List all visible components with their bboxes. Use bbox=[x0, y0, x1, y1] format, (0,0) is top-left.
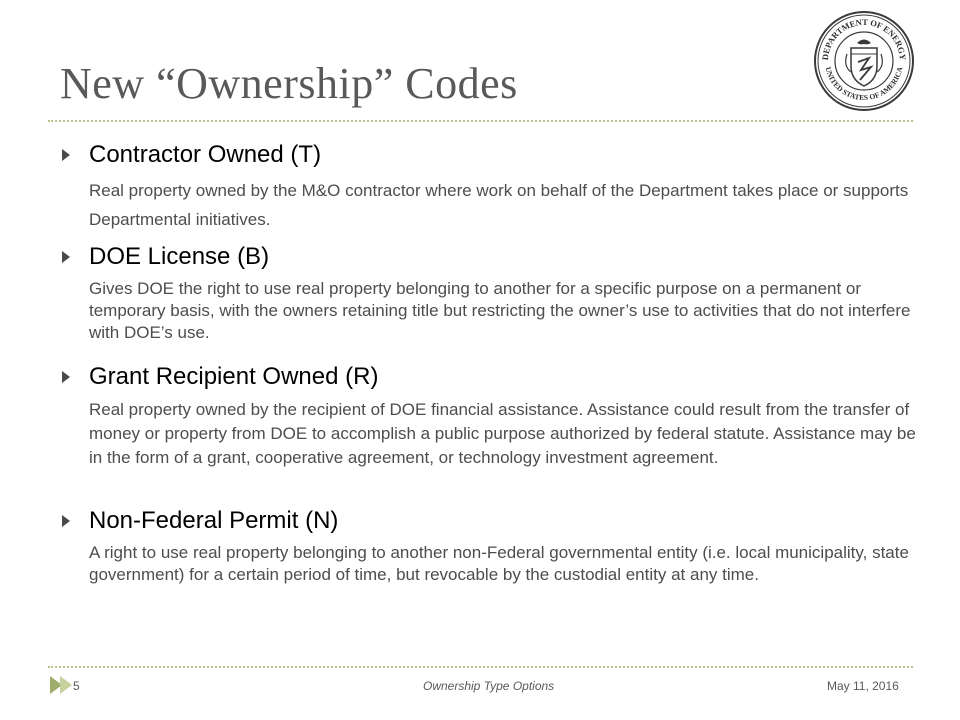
slide-title: New “Ownership” Codes bbox=[60, 59, 518, 108]
bullet-arrow-icon bbox=[62, 371, 70, 383]
footer-arrow-icon bbox=[60, 676, 72, 694]
bullet-grant-recipient-owned bbox=[62, 360, 917, 470]
bullet-heading: Contractor Owned (T) bbox=[89, 141, 322, 168]
bullet-doe-license bbox=[62, 240, 917, 344]
bullet-heading: DOE License (B) bbox=[89, 243, 270, 270]
bullet-arrow-icon bbox=[62, 251, 70, 263]
bullet-non-federal-permit bbox=[62, 504, 917, 586]
bullet-heading: Non-Federal Permit (N) bbox=[89, 507, 339, 534]
footer-date: May 11, 2016 bbox=[827, 679, 899, 693]
footer-title: Ownership Type Options bbox=[423, 679, 555, 693]
footer-divider bbox=[48, 666, 913, 668]
bullet-description: Gives DOE the right to use real property belonging to another for a specific purpose on a permanent or temporary basis, with the owners retaining title but restricting the owner’s use to activities that do not interfere with DOE’s use. bbox=[89, 279, 911, 342]
svg-text:DEPARTMENT OF ENERGY: DEPARTMENT OF ENERGY bbox=[819, 16, 909, 61]
doe-seal-logo bbox=[813, 10, 915, 112]
bullet-description: A right to use real property belonging to another non-Federal governmental entity (i.e. local municipality, state government) for a certain period of time, but revocable by the custodial entity at any time. bbox=[89, 543, 909, 584]
bullet-description: Real property owned by the recipient of DOE financial assistance. Assistance could result from the transfer of money or property from DOE to accomplish a public purpose authorized by federal statute. Assistance may be in the form of a grant, cooperative agreement, or technology investment agreement. bbox=[89, 400, 916, 467]
title-divider bbox=[48, 120, 913, 122]
bullet-heading: Grant Recipient Owned (R) bbox=[89, 363, 379, 390]
bullet-arrow-icon bbox=[62, 149, 70, 161]
bullet-description: Real property owned by the M&O contractor where work on behalf of the Department takes place or supports Departmental initiatives. bbox=[89, 181, 909, 229]
svg-text:UNITED STATES OF AMERICA: UNITED STATES OF AMERICA bbox=[823, 65, 905, 103]
page-number: 5 bbox=[73, 679, 80, 693]
bullet-contractor-owned bbox=[62, 138, 917, 234]
bullet-arrow-icon bbox=[62, 515, 70, 527]
